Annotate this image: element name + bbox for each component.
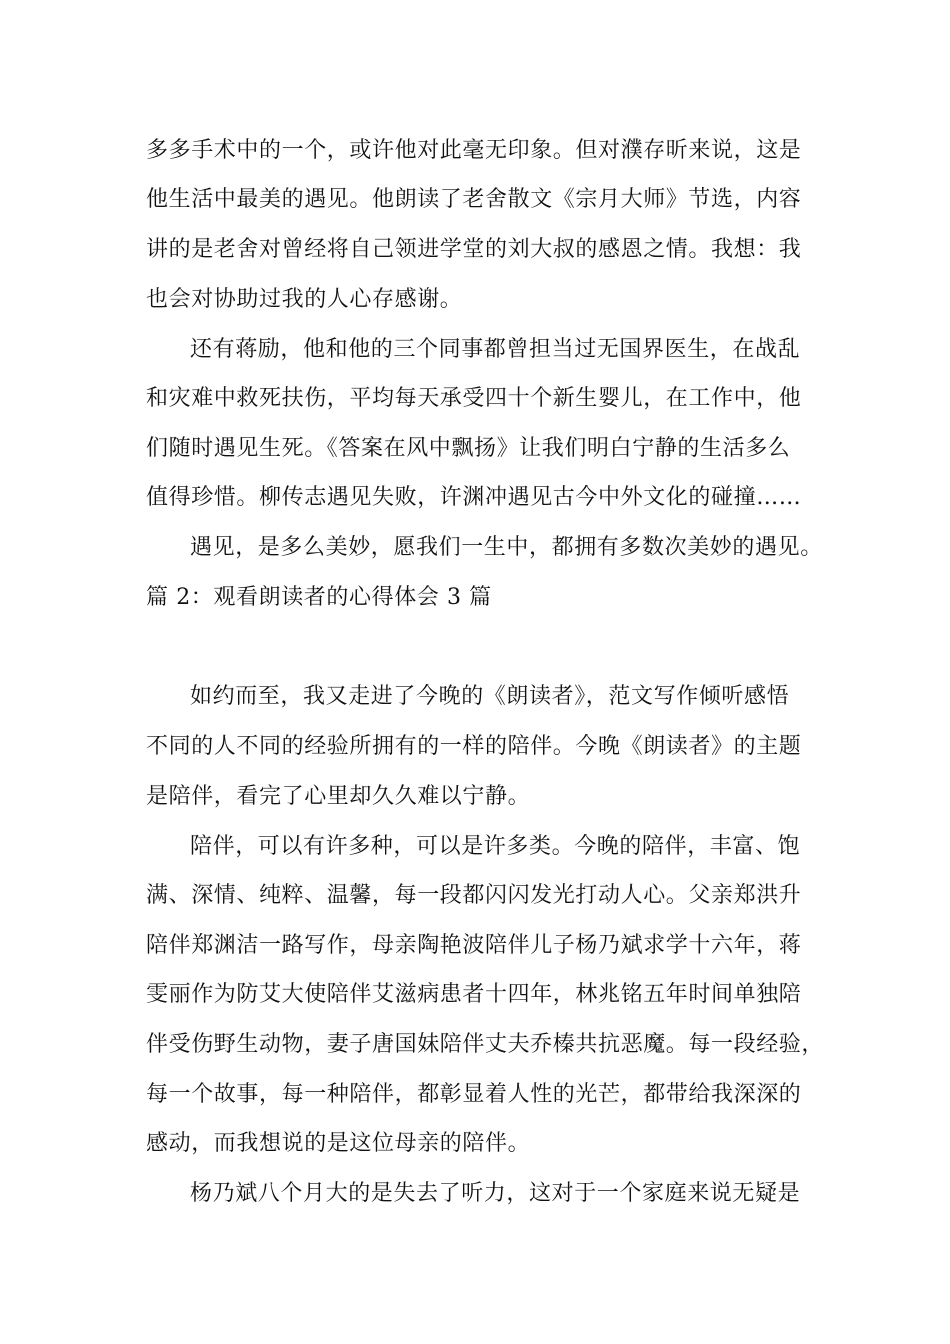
text-line: 们随时遇见生死。《答案在风中飘扬》让我们明白宁静的生活多么 [146, 436, 791, 461]
text-line: 满、深情、纯粹、温馨，每一段都闪闪发光打动人心。父亲郑洪升 [146, 883, 802, 908]
text-line: 多多手术中的一个，或许他对此毫无印象。但对濮存昕来说，这是 [146, 138, 802, 163]
text-line: 值得珍惜。柳传志遇见失败，许渊冲遇见古今中外文化的碰撞…… [146, 485, 802, 510]
paragraph-first-line: 还有蒋励，他和他的三个同事都曾担当过无国界医生，在战乱 [190, 337, 801, 362]
paragraph-first-line: 陪伴，可以有许多种，可以是许多类。今晚的陪伴，丰富、饱 [190, 834, 801, 859]
text-line: 感动，而我想说的是这位母亲的陪伴。 [146, 1131, 531, 1156]
text-line: 雯丽作为防艾大使陪伴艾滋病患者十四年，林兆铭五年时间单独陪 [146, 982, 802, 1007]
text-line: 陪伴郑渊洁一路写作，母亲陶艳波陪伴儿子杨乃斌求学十六年，蒋 [146, 933, 802, 958]
text-line: 是陪伴，看完了心里却久久难以宁静。 [146, 784, 531, 809]
text-line: 每一个故事，每一种陪伴，都彰显着人性的光芒，都带给我深深的 [146, 1082, 802, 1107]
section-heading: 篇 2：观看朗读者的心得体会 3 篇 [146, 585, 492, 610]
text-line: 不同的人不同的经验所拥有的一样的陪伴。今晚《朗读者》的主题 [146, 734, 802, 759]
text-line: 也会对协助过我的人心存感谢。 [146, 287, 463, 312]
paragraph-first-line: 如约而至，我又走进了今晚的《朗读者》，范文写作倾听感悟 [190, 684, 790, 709]
text-line: 伴受伤野生动物，妻子唐国妹陪伴丈夫乔榛共抗恶魔。每一段经验， [146, 1032, 825, 1057]
text-line: 讲的是老舍对曾经将自己领进学堂的刘大叔的感恩之情。我想：我 [146, 237, 802, 262]
paragraph-first-line: 遇见，是多么美妙，愿我们一生中，都拥有多数次美妙的遇见。 [190, 535, 823, 560]
text-line: 他生活中最美的遇见。他朗读了老舍散文《宗月大师》节选，内容 [146, 187, 802, 212]
text-line: 和灾难中救死扶伤，平均每天承受四十个新生婴儿，在工作中，他 [146, 386, 802, 411]
paragraph-first-line: 杨乃斌八个月大的是失去了听力，这对于一个家庭来说无疑是 [190, 1181, 801, 1206]
